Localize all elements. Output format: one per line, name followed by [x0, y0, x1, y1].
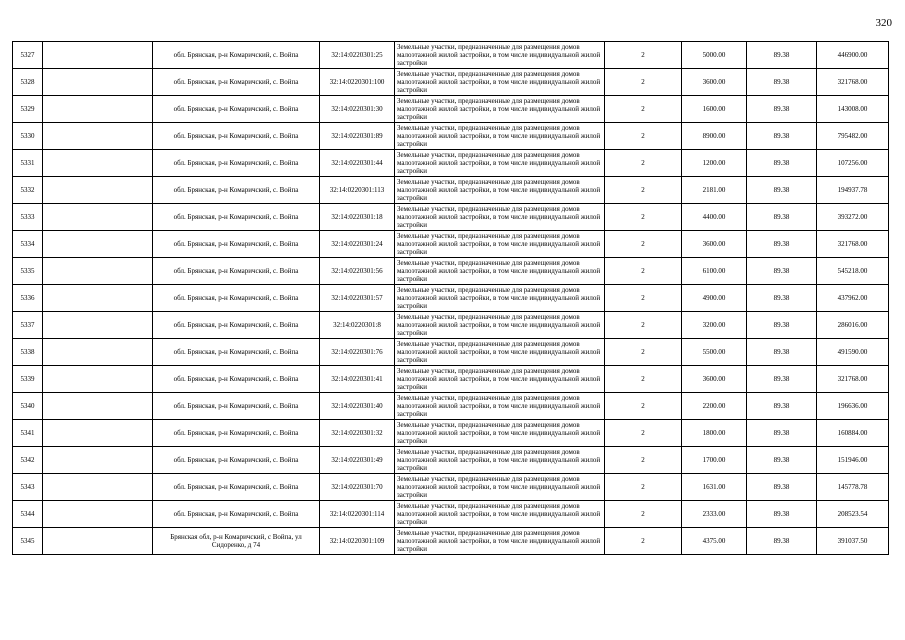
cadastral-value-cell: 151946.00 — [817, 447, 889, 474]
row-number: 5331 — [13, 150, 43, 177]
row-number: 5338 — [13, 339, 43, 366]
category-cell: 2 — [605, 474, 682, 501]
area-cell: 5000.00 — [682, 42, 747, 69]
land-use-cell: Земельные участки, предназначенные для размещения домов малоэтажной жилой застройки, в том числе индивидуальной жилой застройки — [395, 285, 605, 312]
cadastral-value-cell: 545218.00 — [817, 258, 889, 285]
row-number: 5340 — [13, 393, 43, 420]
area-cell: 1800.00 — [682, 420, 747, 447]
table-row — [13, 339, 889, 366]
row-number: 5337 — [13, 312, 43, 339]
blank-cell — [43, 447, 153, 474]
area-cell: 1631.00 — [682, 474, 747, 501]
table-row — [13, 366, 889, 393]
cadastral-value-cell: 208523.54 — [817, 501, 889, 528]
cadastral-number-cell: 32:14:0220301:40 — [320, 393, 395, 420]
table-row — [13, 447, 889, 474]
address-cell: обл. Брянская, р-н Комаричский, с. Войпа — [153, 42, 320, 69]
row-number: 5327 — [13, 42, 43, 69]
category-cell: 2 — [605, 96, 682, 123]
area-cell: 2200.00 — [682, 393, 747, 420]
rate-cell: 89.38 — [747, 150, 817, 177]
address-cell: обл. Брянская, р-н Комаричский, с. Войпа — [153, 96, 320, 123]
category-cell: 2 — [605, 177, 682, 204]
land-use-cell: Земельные участки, предназначенные для размещения домов малоэтажной жилой застройки, в том числе индивидуальной жилой застройки — [395, 69, 605, 96]
cadastral-number-cell: 32:14:0220301:113 — [320, 177, 395, 204]
area-cell: 3600.00 — [682, 231, 747, 258]
cadastral-number-cell: 32:14:0220301:89 — [320, 123, 395, 150]
rate-cell: 89.38 — [747, 42, 817, 69]
table-row — [13, 42, 889, 69]
category-cell: 2 — [605, 366, 682, 393]
cadastral-number-cell: 32:14:0220301:32 — [320, 420, 395, 447]
blank-cell — [43, 501, 153, 528]
blank-cell — [43, 150, 153, 177]
land-use-cell: Земельные участки, предназначенные для размещения домов малоэтажной жилой застройки, в том числе индивидуальной жилой застройки — [395, 339, 605, 366]
row-number: 5344 — [13, 501, 43, 528]
row-number: 5328 — [13, 69, 43, 96]
cadastral-value-cell: 491590.00 — [817, 339, 889, 366]
address-cell: обл. Брянская, р-н Комаричский, с. Войпа — [153, 231, 320, 258]
rate-cell: 89.38 — [747, 69, 817, 96]
rate-cell: 89.38 — [747, 285, 817, 312]
address-cell: обл. Брянская, р-н Комаричский, с. Войпа — [153, 123, 320, 150]
address-cell: обл. Брянская, р-н Комаричский, с. Войпа — [153, 366, 320, 393]
rate-cell: 89.38 — [747, 447, 817, 474]
table-row — [13, 312, 889, 339]
page-number: 320 — [875, 17, 892, 29]
area-cell: 3600.00 — [682, 366, 747, 393]
table-row — [13, 231, 889, 258]
land-use-cell: Земельные участки, предназначенные для размещения домов малоэтажной жилой застройки, в том числе индивидуальной жилой застройки — [395, 258, 605, 285]
address-cell: обл. Брянская, р-н Комаричский, с. Войпа — [153, 501, 320, 528]
cadastral-value-cell: 196636.00 — [817, 393, 889, 420]
rate-cell: 89.38 — [747, 420, 817, 447]
rate-cell: 89.38 — [747, 528, 817, 555]
row-number: 5342 — [13, 447, 43, 474]
area-cell: 2181.00 — [682, 177, 747, 204]
rate-cell: 89.38 — [747, 204, 817, 231]
blank-cell — [43, 339, 153, 366]
category-cell: 2 — [605, 258, 682, 285]
cadastral-value-cell: 160884.00 — [817, 420, 889, 447]
blank-cell — [43, 366, 153, 393]
address-cell: обл. Брянская, р-н Комаричский, с. Войпа — [153, 339, 320, 366]
category-cell: 2 — [605, 123, 682, 150]
cadastral-number-cell: 32:14:0220301:114 — [320, 501, 395, 528]
category-cell: 2 — [605, 393, 682, 420]
category-cell: 2 — [605, 150, 682, 177]
rate-cell: 89.38 — [747, 177, 817, 204]
address-cell: обл. Брянская, р-н Комаричский, с. Войпа — [153, 420, 320, 447]
blank-cell — [43, 69, 153, 96]
rate-cell: 89.38 — [747, 366, 817, 393]
land-use-cell: Земельные участки, предназначенные для размещения домов малоэтажной жилой застройки, в том числе индивидуальной жилой застройки — [395, 123, 605, 150]
table-row — [13, 96, 889, 123]
land-use-cell: Земельные участки, предназначенные для размещения домов малоэтажной жилой застройки, в том числе индивидуальной жилой застройки — [395, 177, 605, 204]
category-cell: 2 — [605, 447, 682, 474]
area-cell: 8900.00 — [682, 123, 747, 150]
cadastral-value-cell: 393272.00 — [817, 204, 889, 231]
area-cell: 6100.00 — [682, 258, 747, 285]
category-cell: 2 — [605, 339, 682, 366]
cadastral-value-cell: 795482.00 — [817, 123, 889, 150]
cadastral-value-cell: 145778.78 — [817, 474, 889, 501]
cadastral-number-cell: 32:14:0220301:8 — [320, 312, 395, 339]
row-number: 5336 — [13, 285, 43, 312]
address-cell: обл. Брянская, р-н Комаричский, с. Войпа — [153, 258, 320, 285]
address-cell: обл. Брянская, р-н Комаричский, с. Войпа — [153, 393, 320, 420]
address-cell: обл. Брянская, р-н Комаричский, с. Войпа — [153, 447, 320, 474]
cadastral-number-cell: 32:14:0220301:57 — [320, 285, 395, 312]
cadastral-value-cell: 321768.00 — [817, 366, 889, 393]
area-cell: 4375.00 — [682, 528, 747, 555]
blank-cell — [43, 285, 153, 312]
cadastral-value-cell: 286016.00 — [817, 312, 889, 339]
address-cell: обл. Брянская, р-н Комаричский, с. Войпа — [153, 312, 320, 339]
cadastral-value-cell: 321768.00 — [817, 231, 889, 258]
category-cell: 2 — [605, 312, 682, 339]
cadastral-value-cell: 321768.00 — [817, 69, 889, 96]
blank-cell — [43, 177, 153, 204]
area-cell: 1700.00 — [682, 447, 747, 474]
row-number: 5341 — [13, 420, 43, 447]
row-number: 5343 — [13, 474, 43, 501]
category-cell: 2 — [605, 420, 682, 447]
blank-cell — [43, 312, 153, 339]
address-cell: Брянская обл, р-н Комаричский, с Войпа, ул Сидоренко, д 74 — [153, 528, 320, 555]
rate-cell: 89.38 — [747, 258, 817, 285]
land-use-cell: Земельные участки, предназначенные для размещения домов малоэтажной жилой застройки, в том числе индивидуальной жилой застройки — [395, 420, 605, 447]
row-number: 5339 — [13, 366, 43, 393]
land-use-cell: Земельные участки, предназначенные для размещения домов малоэтажной жилой застройки, в том числе индивидуальной жилой застройки — [395, 501, 605, 528]
rate-cell: 89.38 — [747, 96, 817, 123]
table-row — [13, 474, 889, 501]
cadastral-number-cell: 32:14:0220301:41 — [320, 366, 395, 393]
row-number: 5345 — [13, 528, 43, 555]
row-number: 5333 — [13, 204, 43, 231]
category-cell: 2 — [605, 285, 682, 312]
area-cell: 3600.00 — [682, 69, 747, 96]
cadastral-value-cell: 446900.00 — [817, 42, 889, 69]
blank-cell — [43, 231, 153, 258]
cadastral-number-cell: 32:14:0220301:76 — [320, 339, 395, 366]
area-cell: 1200.00 — [682, 150, 747, 177]
rate-cell: 89.38 — [747, 123, 817, 150]
category-cell: 2 — [605, 204, 682, 231]
rate-cell: 89.38 — [747, 339, 817, 366]
category-cell: 2 — [605, 69, 682, 96]
cadastral-value-cell: 194937.78 — [817, 177, 889, 204]
cadastral-number-cell: 32:14:0220301:100 — [320, 69, 395, 96]
table-row — [13, 258, 889, 285]
address-cell: обл. Брянская, р-н Комаричский, с. Войпа — [153, 474, 320, 501]
category-cell: 2 — [605, 231, 682, 258]
blank-cell — [43, 474, 153, 501]
rate-cell: 89.38 — [747, 312, 817, 339]
cadastral-number-cell: 32:14:0220301:25 — [320, 42, 395, 69]
table-row — [13, 528, 889, 555]
row-number: 5330 — [13, 123, 43, 150]
land-use-cell: Земельные участки, предназначенные для размещения домов малоэтажной жилой застройки, в том числе индивидуальной жилой застройки — [395, 204, 605, 231]
area-cell: 2333.00 — [682, 501, 747, 528]
address-cell: обл. Брянская, р-н Комаричский, с. Войпа — [153, 285, 320, 312]
cadastral-number-cell: 32:14:0220301:70 — [320, 474, 395, 501]
cadastral-number-cell: 32:14:0220301:24 — [320, 231, 395, 258]
address-cell: обл. Брянская, р-н Комаричский, с. Войпа — [153, 69, 320, 96]
cadastral-value-table — [12, 41, 889, 555]
cadastral-value-cell: 107256.00 — [817, 150, 889, 177]
category-cell: 2 — [605, 528, 682, 555]
rate-cell: 89.38 — [747, 231, 817, 258]
address-cell: обл. Брянская, р-н Комаричский, с. Войпа — [153, 150, 320, 177]
address-cell: обл. Брянская, р-н Комаричский, с. Войпа — [153, 177, 320, 204]
land-use-cell: Земельные участки, предназначенные для размещения домов малоэтажной жилой застройки, в том числе индивидуальной жилой застройки — [395, 231, 605, 258]
blank-cell — [43, 393, 153, 420]
area-cell: 3200.00 — [682, 312, 747, 339]
category-cell: 2 — [605, 42, 682, 69]
cadastral-value-cell: 437962.00 — [817, 285, 889, 312]
land-use-cell: Земельные участки, предназначенные для размещения домов малоэтажной жилой застройки, в том числе индивидуальной жилой застройки — [395, 528, 605, 555]
table-row — [13, 420, 889, 447]
land-use-cell: Земельные участки, предназначенные для размещения домов малоэтажной жилой застройки, в том числе индивидуальной жилой застройки — [395, 150, 605, 177]
land-use-cell: Земельные участки, предназначенные для размещения домов малоэтажной жилой застройки, в том числе индивидуальной жилой застройки — [395, 474, 605, 501]
land-use-cell: Земельные участки, предназначенные для размещения домов малоэтажной жилой застройки, в том числе индивидуальной жилой застройки — [395, 366, 605, 393]
blank-cell — [43, 420, 153, 447]
blank-cell — [43, 204, 153, 231]
land-use-cell: Земельные участки, предназначенные для размещения домов малоэтажной жилой застройки, в том числе индивидуальной жилой застройки — [395, 447, 605, 474]
address-cell: обл. Брянская, р-н Комаричский, с. Войпа — [153, 204, 320, 231]
land-use-cell: Земельные участки, предназначенные для размещения домов малоэтажной жилой застройки, в том числе индивидуальной жилой застройки — [395, 393, 605, 420]
table-row — [13, 69, 889, 96]
row-number: 5329 — [13, 96, 43, 123]
land-use-cell: Земельные участки, предназначенные для размещения домов малоэтажной жилой застройки, в том числе индивидуальной жилой застройки — [395, 312, 605, 339]
row-number: 5332 — [13, 177, 43, 204]
row-number: 5335 — [13, 258, 43, 285]
cadastral-number-cell: 32:14:0220301:56 — [320, 258, 395, 285]
category-cell: 2 — [605, 501, 682, 528]
blank-cell — [43, 258, 153, 285]
blank-cell — [43, 42, 153, 69]
area-cell: 4900.00 — [682, 285, 747, 312]
area-cell: 4400.00 — [682, 204, 747, 231]
table-body — [13, 42, 889, 555]
area-cell: 5500.00 — [682, 339, 747, 366]
cadastral-number-cell: 32:14:0220301:44 — [320, 150, 395, 177]
cadastral-number-cell: 32:14:0220301:109 — [320, 528, 395, 555]
table-row — [13, 150, 889, 177]
area-cell: 1600.00 — [682, 96, 747, 123]
cadastral-value-cell: 391037.50 — [817, 528, 889, 555]
table-row — [13, 501, 889, 528]
rate-cell: 89.38 — [747, 393, 817, 420]
table-row — [13, 393, 889, 420]
blank-cell — [43, 96, 153, 123]
blank-cell — [43, 528, 153, 555]
rate-cell: 89.38 — [747, 474, 817, 501]
land-use-cell: Земельные участки, предназначенные для размещения домов малоэтажной жилой застройки, в том числе индивидуальной жилой застройки — [395, 96, 605, 123]
table-row — [13, 204, 889, 231]
row-number: 5334 — [13, 231, 43, 258]
cadastral-number-cell: 32:14:0220301:18 — [320, 204, 395, 231]
cadastral-number-cell: 32:14:0220301:30 — [320, 96, 395, 123]
land-use-cell: Земельные участки, предназначенные для размещения домов малоэтажной жилой застройки, в том числе индивидуальной жилой застройки — [395, 42, 605, 69]
cadastral-value-cell: 143008.00 — [817, 96, 889, 123]
table-row — [13, 177, 889, 204]
rate-cell: 89.38 — [747, 501, 817, 528]
table-row — [13, 285, 889, 312]
table-row — [13, 123, 889, 150]
blank-cell — [43, 123, 153, 150]
cadastral-number-cell: 32:14:0220301:49 — [320, 447, 395, 474]
